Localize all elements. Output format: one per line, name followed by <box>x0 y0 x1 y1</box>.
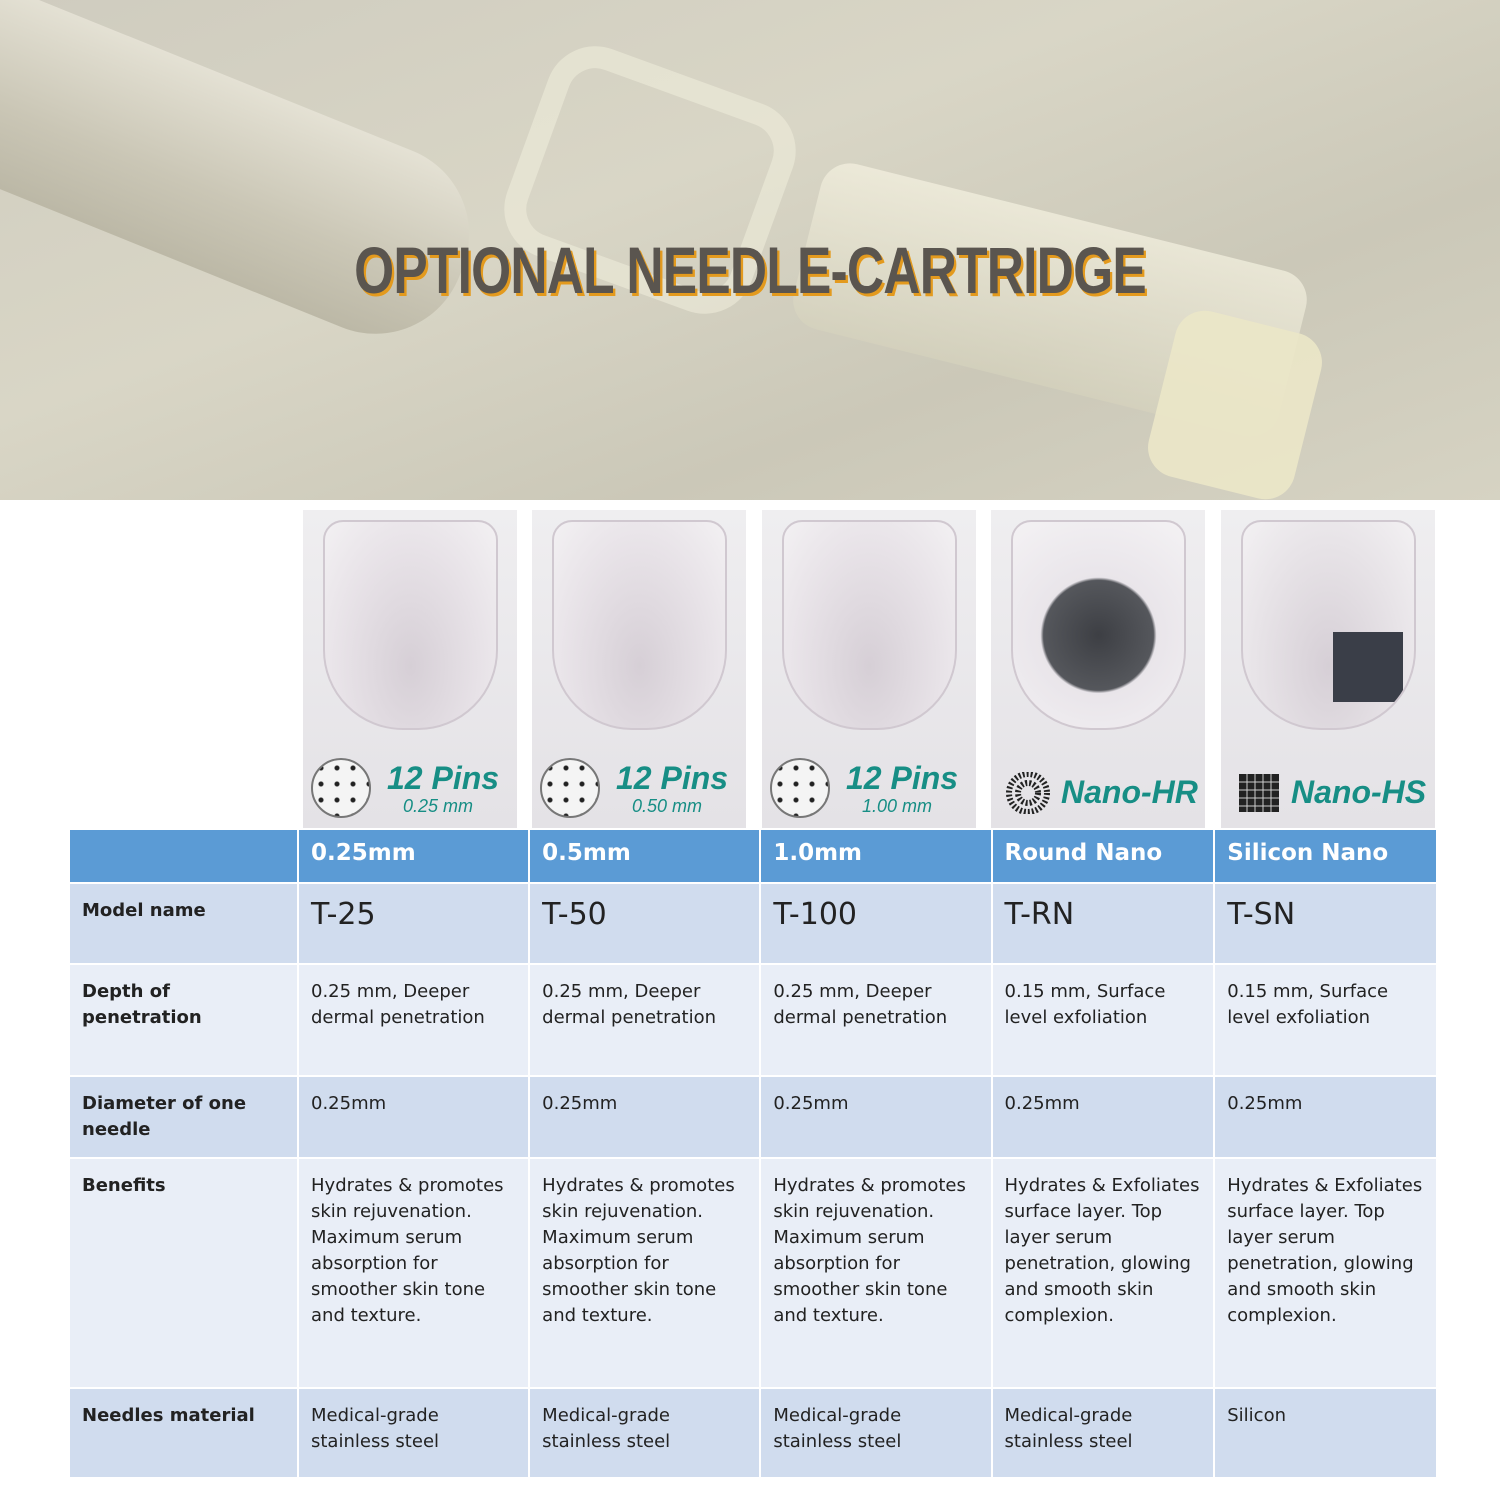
table-row <box>70 1077 1436 1157</box>
table-cell: Hydrates & Exfoliates surface layer. Top layer serum penetration, glowing and smooth skin complexion. <box>1215 1159 1436 1387</box>
table-cell: Medical-grade stainless steel <box>530 1389 759 1477</box>
cartridge-head-image <box>1011 520 1186 730</box>
cartridge-photo-t50 <box>532 510 746 828</box>
row-label: Needles material <box>70 1389 297 1477</box>
table-cell: 0.25mm <box>761 1077 990 1157</box>
table-cell: 0.15 mm, Surface level exfoliation <box>1215 965 1436 1075</box>
table-cell: 0.15 mm, Surface level exfoliation <box>993 965 1214 1075</box>
table-row <box>70 884 1436 963</box>
header-cell: Silicon Nano <box>1215 830 1436 882</box>
table-header-row <box>70 830 1436 882</box>
table-cell: T-50 <box>530 884 759 963</box>
table-cell: 0.25 mm, Deeper dermal penetration <box>299 965 528 1075</box>
square-nano-icon <box>1235 772 1281 814</box>
table-cell: 0.25mm <box>530 1077 759 1157</box>
pin-length-label: 0.50 mm <box>632 796 703 816</box>
pin-count-label: 12 Pins <box>616 760 729 796</box>
pin-count-label: 12 Pins <box>387 760 500 796</box>
header-cell: 1.0mm <box>761 830 990 882</box>
cartridge-photo-t25 <box>303 510 517 828</box>
row-label: Model name <box>70 884 297 963</box>
specs-table <box>68 828 1438 1479</box>
table-cell: 0.25mm <box>1215 1077 1436 1157</box>
table-cell: Hydrates & promotes skin rejuvenation. Maximum serum absorption for smoother skin tone and texture. <box>530 1159 759 1387</box>
header-cell: Round Nano <box>993 830 1214 882</box>
cartridge-head-image <box>552 520 727 730</box>
pin-length-label: 0.25 mm <box>403 796 474 816</box>
table-cell: Hydrates & promotes skin rejuvenation. Maximum serum absorption for smoother skin tone and texture. <box>761 1159 990 1387</box>
pin-pattern-icon <box>311 758 371 818</box>
table-cell: Hydrates & Exfoliates surface layer. Top layer serum penetration, glowing and smooth skin complexion. <box>993 1159 1214 1387</box>
table-cell: Medical-grade stainless steel <box>299 1389 528 1477</box>
nano-hr-label: Nano-HR <box>1061 774 1198 810</box>
table-cell: T-100 <box>761 884 990 963</box>
table-cell: Silicon <box>1215 1389 1436 1477</box>
table-row <box>70 1159 1436 1387</box>
row-label: Benefits <box>70 1159 297 1387</box>
table-cell: T-SN <box>1215 884 1436 963</box>
table-cell: Medical-grade stainless steel <box>761 1389 990 1477</box>
hero-banner <box>0 0 1500 500</box>
table-cell: 0.25mm <box>993 1077 1214 1157</box>
row-label: Depth of penetration <box>70 965 297 1075</box>
round-nano-icon <box>1005 772 1051 814</box>
table-cell: T-25 <box>299 884 528 963</box>
cartridge-photo-t100 <box>762 510 976 828</box>
nano-hs-label: Nano-HS <box>1291 774 1427 810</box>
pin-length-label: 1.00 mm <box>862 796 933 816</box>
pin-pattern-icon <box>770 758 830 818</box>
pin-pattern-icon <box>540 758 600 818</box>
cartridge-head-image <box>1241 520 1416 730</box>
table-cell: 0.25 mm, Deeper dermal penetration <box>530 965 759 1075</box>
header-cell: 0.25mm <box>299 830 528 882</box>
pin-count-label: 12 Pins <box>846 760 959 796</box>
table-cell: Hydrates & promotes skin rejuvenation. Maximum serum absorption for smoother skin tone and texture. <box>299 1159 528 1387</box>
cartridge-photo-tsn <box>1221 510 1435 828</box>
cartridge-head-image <box>782 520 957 730</box>
table-row <box>70 965 1436 1075</box>
table-cell: Medical-grade stainless steel <box>993 1389 1214 1477</box>
table-cell: T-RN <box>993 884 1214 963</box>
header-cell: 0.5mm <box>530 830 759 882</box>
table-cell: 0.25 mm, Deeper dermal penetration <box>761 965 990 1075</box>
table-row <box>70 1389 1436 1477</box>
page-title: OPTIONAL NEEDLE-CARTRIDGE <box>354 233 1146 307</box>
cartridge-head-image <box>323 520 498 730</box>
cartridge-photo-trn <box>991 510 1205 828</box>
row-label: Diameter of one needle <box>70 1077 297 1157</box>
header-cell <box>70 830 297 882</box>
table-cell: 0.25mm <box>299 1077 528 1157</box>
